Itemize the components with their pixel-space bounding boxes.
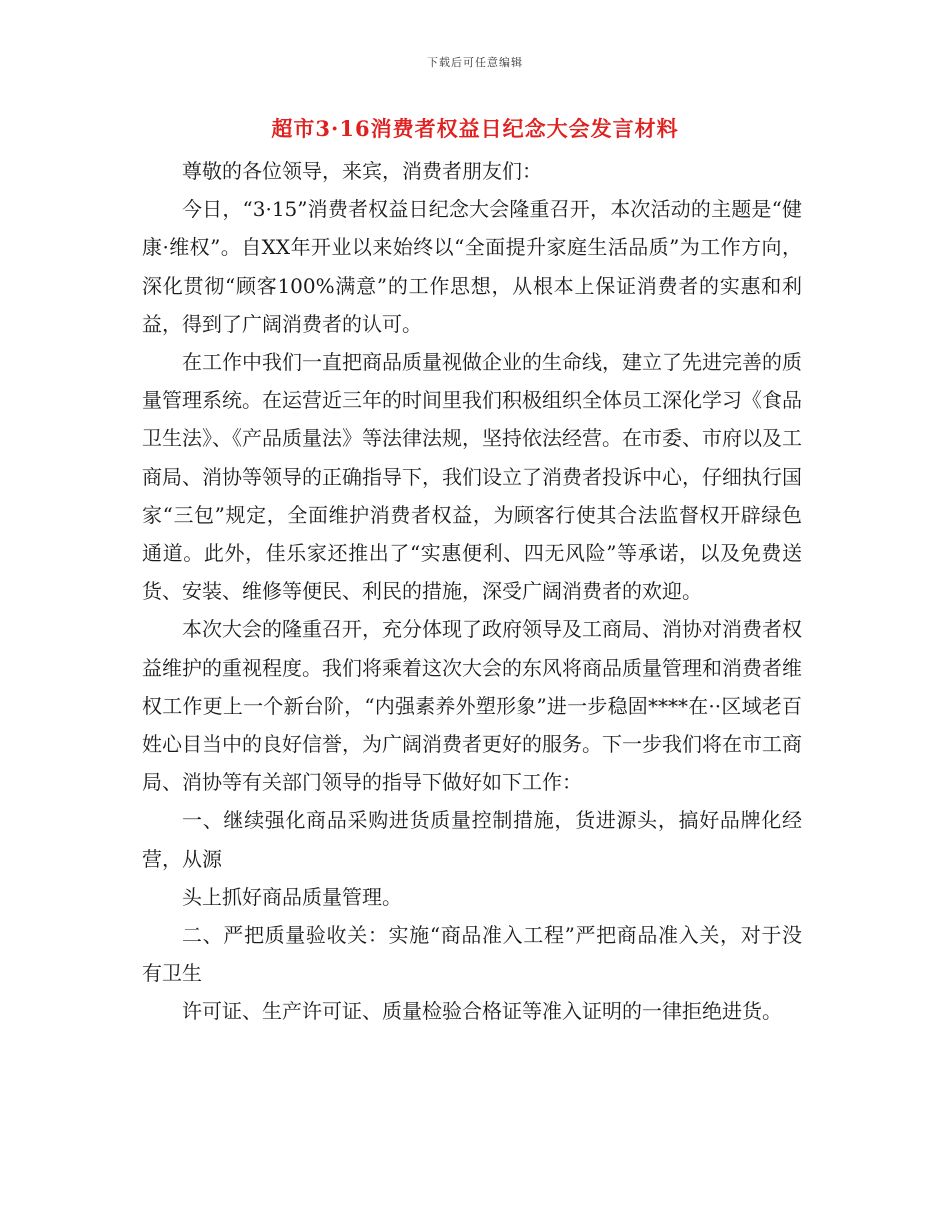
- paragraph-item-1: 一、继续强化商品采购进货质量控制措施，货进源头，搞好品牌化经营，从源: [142, 808, 802, 871]
- paragraph-quality-system: 在工作中我们一直把商品质量视做企业的生命线，建立了先进完善的质量管理系统。在运营近三年的时间里我们积极组织全体员工深化学习《食品卫生法》、《产品质量法》等法律法规，坚持依法经营。在市委、市府以及工商局、消协等领导的正确指导下，我们设立了消费者投诉中心，仔细执行国家“三包”规定，全面维护消费者权益，为顾客行使其合法监督权开辟绿色通道。此外，佳乐家还推出了“实惠便利、四无风险”等承诺，以及免费送货、安装、维修等便民、利民的措施，深受广阔消费者的欢迎。: [142, 350, 802, 604]
- paragraph-salutation: 尊敬的各位领导，来宾，消费者朋友们：: [182, 159, 542, 183]
- page-header-note: 下载后可任意编辑: [427, 56, 523, 69]
- document-body: [142, 152, 802, 1031]
- document-title: 超市3·16消费者权益日纪念大会发言材料: [271, 116, 679, 141]
- paragraph-item-2-cont: 许可证、生产许可证、质量检验合格证等准入证明的一律拒绝进货。: [182, 999, 782, 1024]
- paragraph-item-2: 二、严把质量验收关：实施“商品准入工程”严把商品准入关，对于没有卫生: [142, 923, 802, 986]
- paragraph-conference: 本次大会的隆重召开，充分体现了政府领导及工商局、消协对消费者权益维护的重视程度。我们将乘着这次大会的东风将商品质量管理和消费者维权工作更上一个新台阶，“内强素养外塑形象”进一步稳固****在··区域老百姓心目当中的良好信誉，为广阔消费者更好的服务。下一步我们将在市工商局、消协等有关部门领导的指导下做好如下工作：: [142, 617, 802, 795]
- paragraph-item-1-cont: 头上抓好商品质量管理。: [182, 884, 402, 909]
- paragraph-intro: 今日，“3·15”消费者权益日纪念大会隆重召开，本次活动的主题是“健康·维权”。自XX年开业以来始终以“全面提升家庭生活品质”为工作方向，深化贯彻“顾客100%满意”的工作思想，从根本上保证消费者的实惠和利益，得到了广阔消费者的认可。: [142, 197, 802, 336]
